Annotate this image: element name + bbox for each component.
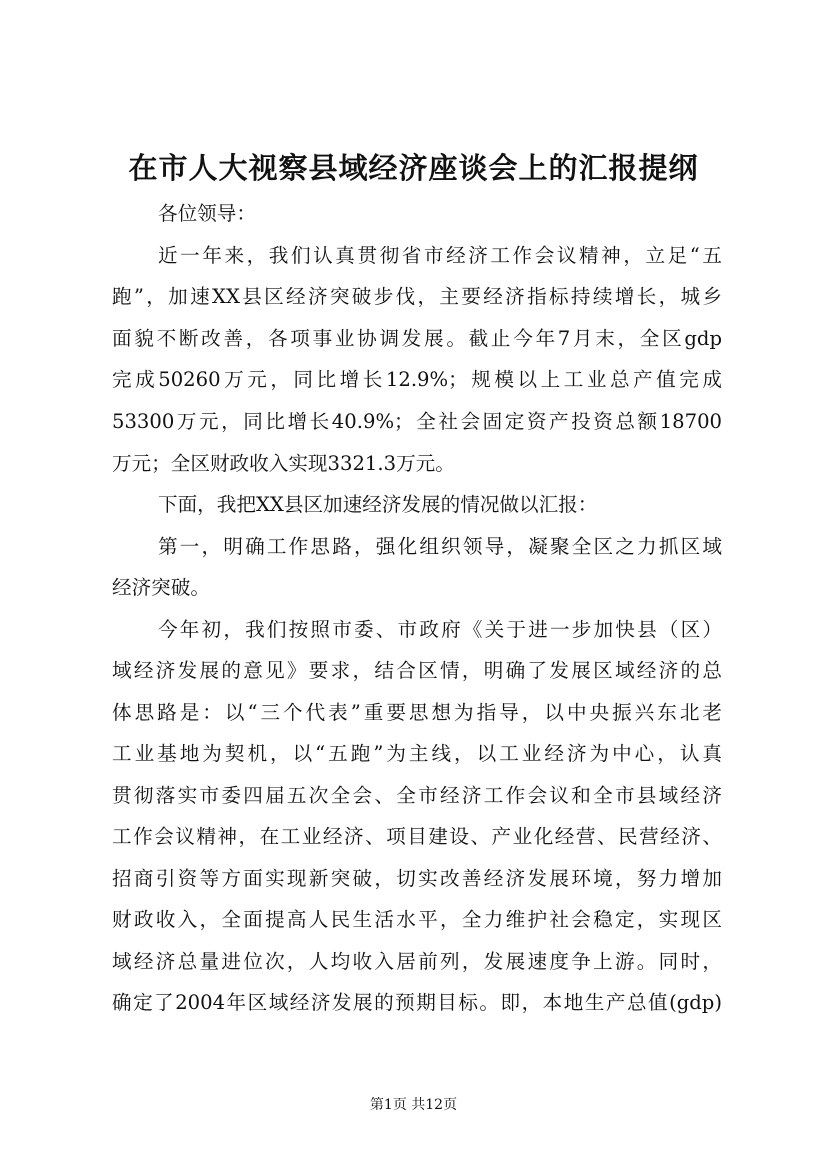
paragraph-line: 跑”，加速XX县区经济突破步伐，主要经济指标持续增长，城乡 (112, 285, 722, 308)
paragraph-line: 53300万元，同比增长40.9%；全社会固定资产投资总额18700 (112, 410, 722, 433)
paragraph-line: 域经济总量进位次，人均收入居前列，发展速度争上游。同时， (112, 950, 722, 973)
paragraph-line: 今年初，我们按照市委、市政府《关于进一步加快县（区） (158, 618, 722, 641)
paragraph-line: 面貌不断改善，各项事业协调发展。截止今年7月末，全区gdp (112, 327, 722, 350)
paragraph-line: 体思路是：以“三个代表”重要思想为指导，以中央振兴东北老 (112, 701, 722, 724)
paragraph-line: 财政收入，全面提高人民生活水平，全力维护社会稳定，实现区 (112, 908, 722, 931)
paragraph-line: 万元；全区财政收入实现3321.3万元。 (112, 452, 455, 475)
paragraph-line: 确定了2004年区域经济发展的预期目标。即，本地生产总值(gdp) (112, 991, 722, 1014)
paragraph-line: 招商引资等方面实现新突破，切实改善经济发展环境，努力增加 (112, 867, 722, 890)
section-heading-line: 经济突破。 (112, 576, 210, 599)
paragraph-line: 完成50260万元，同比增长12.9%；规模以上工业总产值完成 (112, 368, 722, 391)
paragraph-line: 工作会议精神，在工业经济、项目建设、产业化经营、民营经济、 (112, 825, 722, 848)
paragraph-line: 域经济发展的意见》要求，结合区情，明确了发展区域经济的总 (112, 659, 722, 682)
paragraph-line: 下面，我把XX县区加速经济发展的情况做以汇报： (158, 493, 598, 516)
paragraph-line: 近一年来，我们认真贯彻省市经济工作会议精神，立足“五 (158, 244, 722, 267)
salutation: 各位领导： (158, 202, 256, 225)
section-heading-line: 第一，明确工作思路，强化组织领导，凝聚全区之力抓区域 (158, 535, 722, 558)
document-title: 在市人大视察县域经济座谈会上的汇报提纲 (128, 151, 699, 185)
paragraph-line: 贯彻落实市委四届五次全会、全市经济工作会议和全市县域经济 (112, 784, 722, 807)
paragraph-line: 工业基地为契机，以“五跑”为主线，以工业经济为中心，认真 (112, 742, 722, 765)
page-footer: 第1页 共12页 (369, 1097, 458, 1113)
